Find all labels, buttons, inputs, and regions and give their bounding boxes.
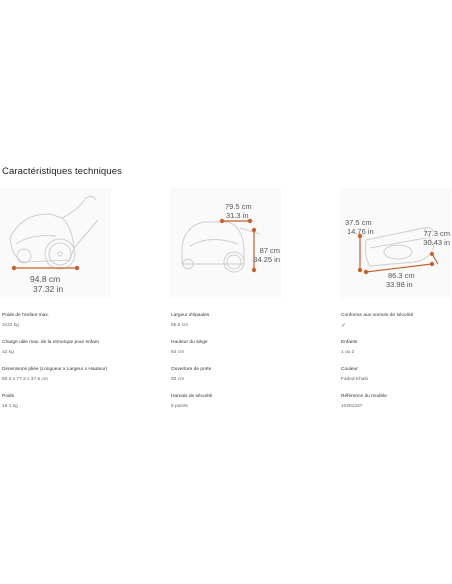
spec-value: 80 cm <box>171 377 185 382</box>
spec-value: 2x22 kg <box>2 323 19 328</box>
diagram-folded-view <box>340 188 451 298</box>
spec-label: Dimensions pliée (Longueur x Largeur x Hauteur) <box>2 367 108 372</box>
spec-label: Poids <box>2 394 14 399</box>
spec-safety-harness <box>171 394 212 410</box>
spec-value: 42 kg <box>2 350 14 355</box>
dim-width-cm: 79.5 cm <box>225 202 252 211</box>
dim-width-in: 31.3 in <box>226 211 249 220</box>
spec-value: Faded Khaki <box>341 377 368 382</box>
spec-value: 64 cm <box>171 350 185 355</box>
dim-depth-in: 30.43 in <box>423 238 450 247</box>
dim-height-cm: 87 cm <box>259 246 280 255</box>
spec-door-opening <box>171 367 211 383</box>
spec-child-weight <box>2 313 49 329</box>
spec-weight <box>2 394 18 410</box>
spec-label: Hauteur du siège <box>171 340 208 345</box>
diagram-front-view <box>170 188 281 298</box>
spec-label: Largeur d'épaules <box>171 313 210 318</box>
spec-label: Charge utile max. de la remorque pour enfant <box>2 340 99 345</box>
dim-length-in: 33.98 in <box>386 280 413 289</box>
diagram-side-view <box>0 188 111 298</box>
spec-children <box>341 340 357 356</box>
check-icon: ✓ <box>341 323 347 329</box>
section-title: Caractéristiques techniques <box>2 166 122 177</box>
spec-value: 55.5 cm <box>171 323 189 328</box>
dim-width-cm: 94.8 cm <box>30 274 61 284</box>
spec-value: 10201037 <box>341 404 363 409</box>
spec-value: 86.3 x 77.3 x 37.5 cm <box>2 377 48 382</box>
dim-width-in: 37.32 in <box>33 284 64 294</box>
spec-color <box>341 367 368 383</box>
spec-label: Harnais de sécurité <box>171 394 213 399</box>
dim-height-cm: 37.5 cm <box>345 218 372 227</box>
spec-label: Couleur <box>341 367 358 372</box>
spec-label: Conforme aux normes de sécurité <box>341 313 414 318</box>
spec-model-reference <box>341 394 387 410</box>
spec-value: 5 points <box>171 404 188 409</box>
spec-value: 16.1 kg <box>2 404 18 409</box>
dim-height-in: 34.25 in <box>253 255 280 264</box>
spec-max-load <box>2 340 99 356</box>
spec-label: Poids de l'enfant max. <box>2 313 50 318</box>
spec-label: Ouverture de porte <box>171 367 212 372</box>
dim-depth-cm: 77.3 cm <box>423 229 450 238</box>
spec-folded-dimensions <box>2 367 107 383</box>
spec-shoulder-width <box>171 313 209 329</box>
spec-value: 1 ou 2 <box>341 350 355 355</box>
dim-length-cm: 86.3 cm <box>388 271 415 280</box>
spec-safety-standards <box>341 313 413 329</box>
spec-seat-height <box>171 340 208 356</box>
spec-label: Référence du modèle <box>341 394 387 399</box>
spec-label: Enfants <box>341 340 358 345</box>
dim-height-in: 14.76 in <box>347 227 374 236</box>
